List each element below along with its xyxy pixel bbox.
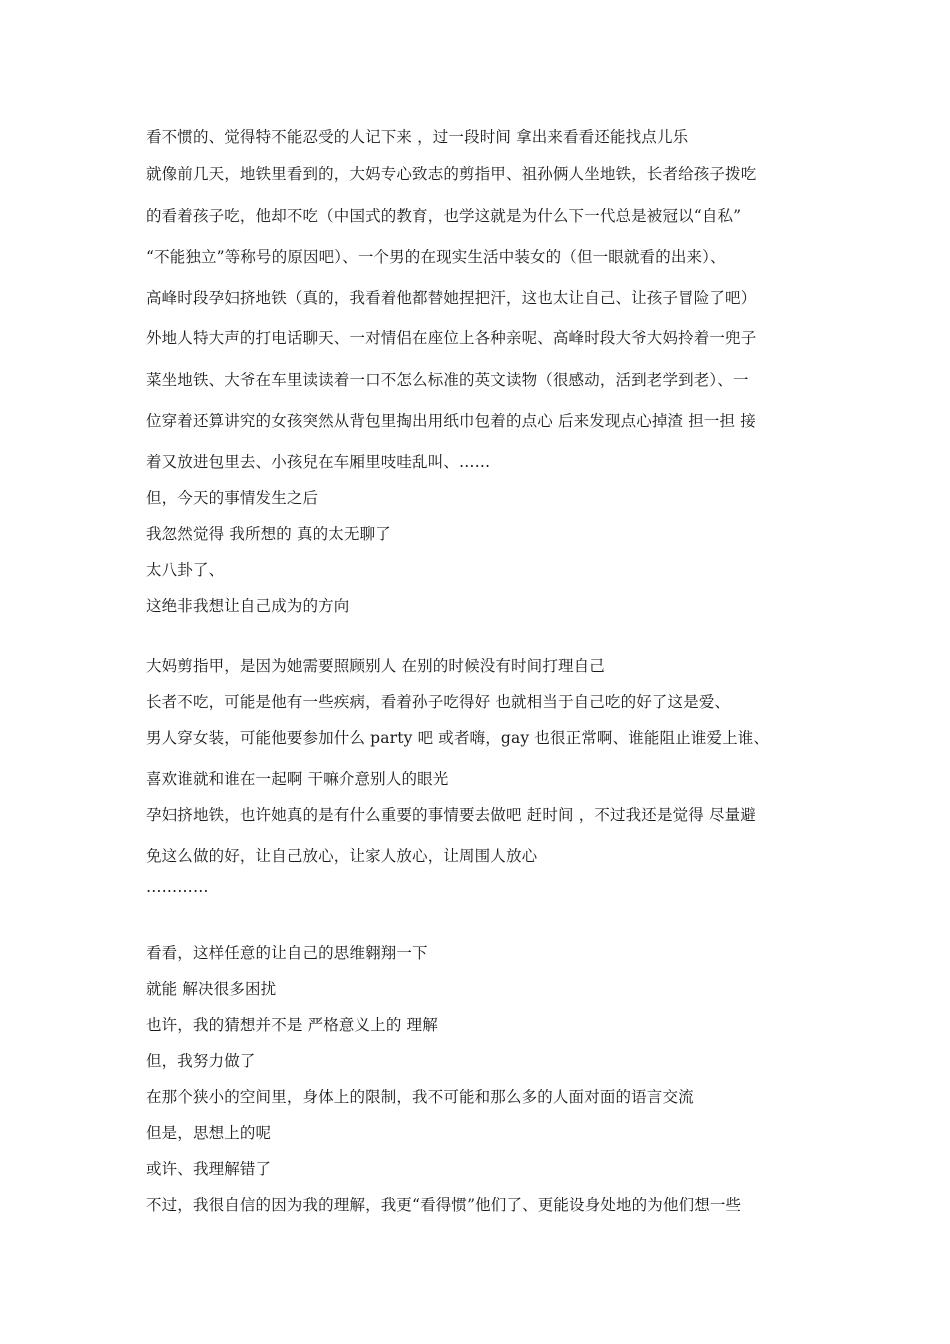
text-line: 我忽然觉得 我所想的 真的太无聊了 [146,525,391,543]
text-line: 也许，我的猜想并不是 严格意义上的 理解 [146,1016,438,1034]
text-line: 但，今天的事情发生之后 [146,489,319,507]
text-line: 外地人特大声的打电话聊天、一对情侣在座位上各种亲呢、高峰时段大爷大妈拎着一兜子 [146,329,757,347]
text-line: 就能 解决很多困扰 [146,980,277,998]
text-line: 但，我努力做了 [146,1052,256,1070]
text-line: 着又放进包里去、小孩兒在车厢里吱哇乱叫、…… [146,453,491,471]
text-line: 大妈剪指甲，是因为她需要照顾别人 在别的时候没有时间打理自己 [146,657,605,675]
text-line: ………… [146,878,209,896]
text-line: 孕妇挤地铁，也许她真的是有什么重要的事情要去做吧 赶时间 ，不过我还是觉得 尽量避 [146,806,756,824]
text-line: 免这么做的好，让自己放心，让家人放心，让周围人放心 [146,847,538,865]
text-line: 高峰时段孕妇挤地铁（真的，我看着他都替她捏把汗，这也太让自己、让孩子冒险了吧） [146,289,757,307]
text-line: 太八卦了、 [146,561,225,579]
text-line: “不能独立”等称号的原因吧）、一个男的在现实生活中装女的（但一眼就看的出来）、 [146,248,726,266]
text-line: 就像前几天，地铁里看到的，大妈专心致志的剪指甲、祖孙俩人坐地铁，长者给孩子拨吃 [146,165,757,183]
text-line: 的看着孩子吃，他却不吃（中国式的教育，也学这就是为什么下一代总是被冠以“自私” [146,207,742,225]
text-line: 在那个狭小的空间里，身体上的限制，我不可能和那么多的人面对面的语言交流 [146,1088,694,1106]
text-line: 喜欢谁就和谁在一起啊 干嘛介意别人的眼光 [146,770,449,788]
text-line: 这绝非我想让自己成为的方向 [146,597,350,615]
text-line: 或许、我理解错了 [146,1160,272,1178]
text-line: 位穿着还算讲究的女孩突然从背包里掏出用纸巾包着的点心 后来发现点心掉渣 担一担 接 [146,412,756,430]
text-line: 长者不吃，可能是他有一些疾病，看着孙子吃得好 也就相当于自己吃的好了这是爱、 [146,693,731,711]
text-line: 不过，我很自信的因为我的理解，我更“看得惯”他们了、更能设身处地的为他们想一些 [146,1196,742,1214]
text-line: 男人穿女装，可能他要参加什么 party 吧 或者嗨，gay 也很正常啊、谁能阻止谁爱上谁、 [146,729,770,747]
text-line: 看看，这样任意的让自己的思维翱翔一下 [146,944,428,962]
text-line: 看不惯的、觉得特不能忍受的人记下来 ，过一段时间 拿出来看看还能找点儿乐 [146,128,689,146]
text-line: 菜坐地铁、大爷在车里读读着一口不怎么标准的英文读物（很感动，活到老学到老）、一 [146,371,749,389]
text-line: 但是，思想上的呢 [146,1124,272,1142]
